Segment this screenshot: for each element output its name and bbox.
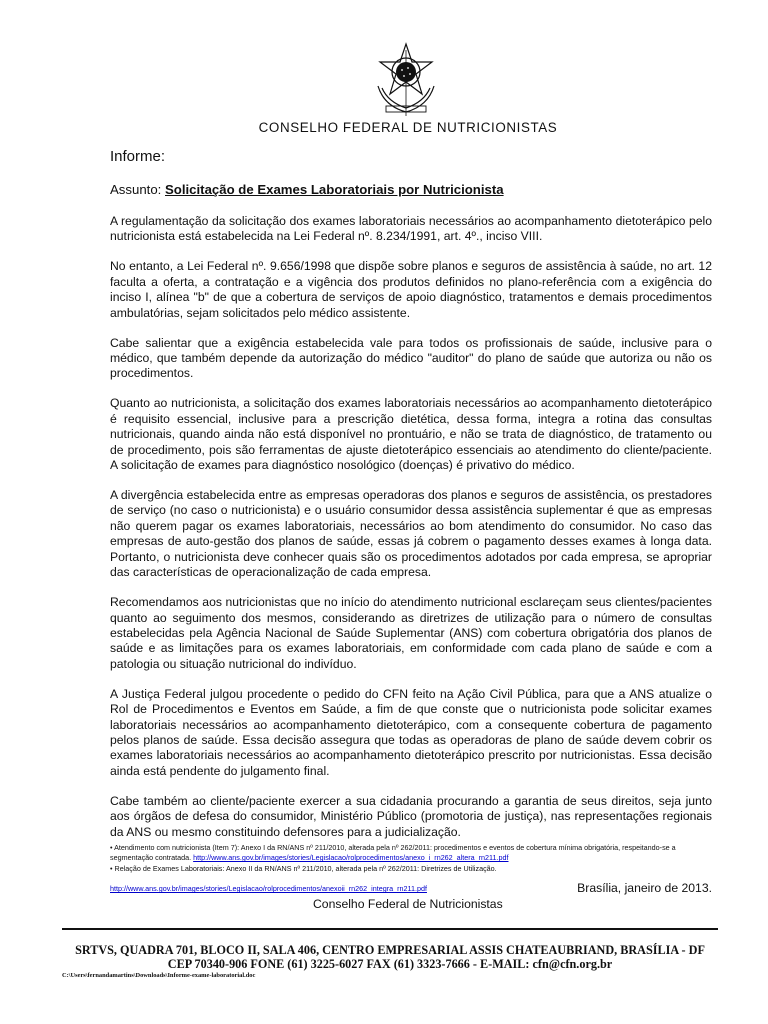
subject-label: Assunto: (110, 182, 162, 197)
subject-line (110, 182, 504, 197)
file-path: C:\Users\fernandamartins\Downloads\Informe-exame-laboratorial.doc (62, 972, 256, 979)
paragraph-4: Quanto ao nutricionista, a solicitação dos exames laboratoriais necessários ao acompanhamento dietoterápico é requisito essencial, inclusive para a prescrição dietética, dessa forma, integra a rotina das consultas nutricionais, quando ainda não está disponível no prontuário, e não se trata de diagnóstico, de tratamento ou de procedimento, pois são ferramentas de ajuste dietoterápico essenciais ao atendimento do cliente/paciente. A solicitação de exames para diagnóstico nosológico (doenças) é privativo do médico. (110, 396, 712, 473)
footnotes (110, 843, 712, 874)
footnote-2-link[interactable]: http://www.ans.gov.br/images/stories/Legislacao/rolprocedimentos/anexoii_rn262_integra_rn211.pdf (110, 884, 427, 893)
footnote-2-text: • Relação de Exames Laboratoriais: Anexo II da RN/ANS nº 211/2010, alterada pela nº 262/2011: Diretrizes de Utilização. (110, 863, 497, 873)
paragraph-1: A regulamentação da solicitação dos exames laboratoriais necessários ao acompanhamento dietoterápico pelo nutricionista está estabelecida na Lei Federal nº. 8.234/1991, art. 4º., inciso VIII. (110, 214, 712, 244)
footer-divider (62, 928, 718, 930)
footnote-2 (110, 864, 712, 874)
paragraph-6: Recomendamos aos nutricionistas que no início do atendimento nutricional esclareçam seus clientes/pacientes quanto ao seguimento dos mesmos, considerando as diretrizes de utilização para o número de consultas estabelecidas pela Agência Nacional de Saúde Suplementar (ANS) com cobertura obrigatória dos planos de saúde e as limitações para os exames laboratoriais, em conformidade com cada plano de saúde e com a patologia ou situação nutricional do indivíduo. (110, 595, 712, 671)
paragraph-3: Cabe salientar que a exigência estabelecida vale para todos os profissionais de saúde, inclusive para o médico, que também depende da autorização do médico "auditor" do plano de saúde que autoriza ou não os procedimentos. (110, 335, 712, 381)
footer-address-1: SRTVS, QUADRA 701, BLOCO II, SALA 406, CENTRO EMPRESARIAL ASSIS CHATEAUBRIAND, BRASÍLIA - DF (75, 943, 705, 957)
place-date: Brasília, janeiro de 2013. (577, 881, 712, 895)
footnote-1 (110, 843, 712, 864)
organization-title: CONSELHO FEDERAL DE NUTRICIONISTAS (258, 120, 558, 135)
paragraph-2: No entanto, a Lei Federal nº. 9.656/1998 que dispõe sobre planos e seguros de assistência à saúde, no art. 12 faculta a oferta, a contratação e a vigência dos produtos definidos no plano-referência com a exigência do inciso I, alínea "b" de que a cobertura de serviços de apoio diagnóstico, tratamentos e demais procedimentos ambulatórias, sejam solicitados pelo médico assistente. (110, 259, 712, 320)
paragraph-5: A divergência estabelecida entre as empresas operadoras dos planos e seguros de assistência, os prestadores de serviço (no caso o nutricionista) e o usuário consumidor dessa assistência suplementar é que as empresas não querem pagar os exames laboratoriais, necessários ao bom atendimento do consumidor. No caso das empresas de auto-gestão dos planos de saúde, essas já cobrem o pagamento desses exames à longa data. Portanto, o nutricionista deve conhecer quais são os procedimentos adotados por cada empresa, se apropriar das características de operacionalização de cada empresa. (110, 488, 712, 580)
subject-text: Solicitação de Exames Laboratoriais por Nutricionista (165, 182, 504, 197)
footnote-1-link[interactable]: http://www.ans.gov.br/images/stories/Legislacao/rolprocedimentos/anexo_i_rn262_altera_rn211.pdf (193, 853, 509, 863)
paragraph-7: A Justiça Federal julgou procedente o pedido do CFN feito na Ação Civil Pública, para que a ANS atualize o Rol de Procedimentos e Eventos em Saúde, a fim de que conste que o nutricionista pode solicitar exames laboratoriais necessários ao acompanhamento dietoterápico, com a consequente cobertura de pagamento pelos planos de saúde. Essa decisão assegura que todas as operadoras de plano de saúde devem cobrir os exames laboratoriais necessários ao acompanhamento dietoterápico prescrito por nutricionistas. Essa decisão ainda está pendente do julgamento final. (110, 686, 712, 778)
paragraph-8: Cabe também ao cliente/paciente exercer a sua cidadania procurando a garantia de seus direitos, seja junto aos órgãos de defesa do consumidor, Ministério Público (promotoria de justiça), nas representações regionais da ANS ou mesmo constituindo defensores para a judicialização. (110, 793, 712, 839)
footnote-1-text: • Atendimento com nutricionista (Item 7): Anexo I da RN/ANS nº 211/2010, alterada pela nº 262/2011: procedimentos e eventos de cobertura mínima obrigatória, respeitando-se a segmentação contratada. (110, 843, 676, 863)
coat-of-arms-icon (372, 42, 440, 118)
footer-address-2: CEP 70340-906 FONE (61) 3225-6027 FAX (61) 3323-7666 - E-MAIL: cfn@cfn.org.br (167, 957, 613, 971)
body-text (110, 214, 712, 855)
signature: Conselho Federal de Nutricionistas (313, 897, 503, 911)
document-heading: Informe: (110, 148, 166, 165)
